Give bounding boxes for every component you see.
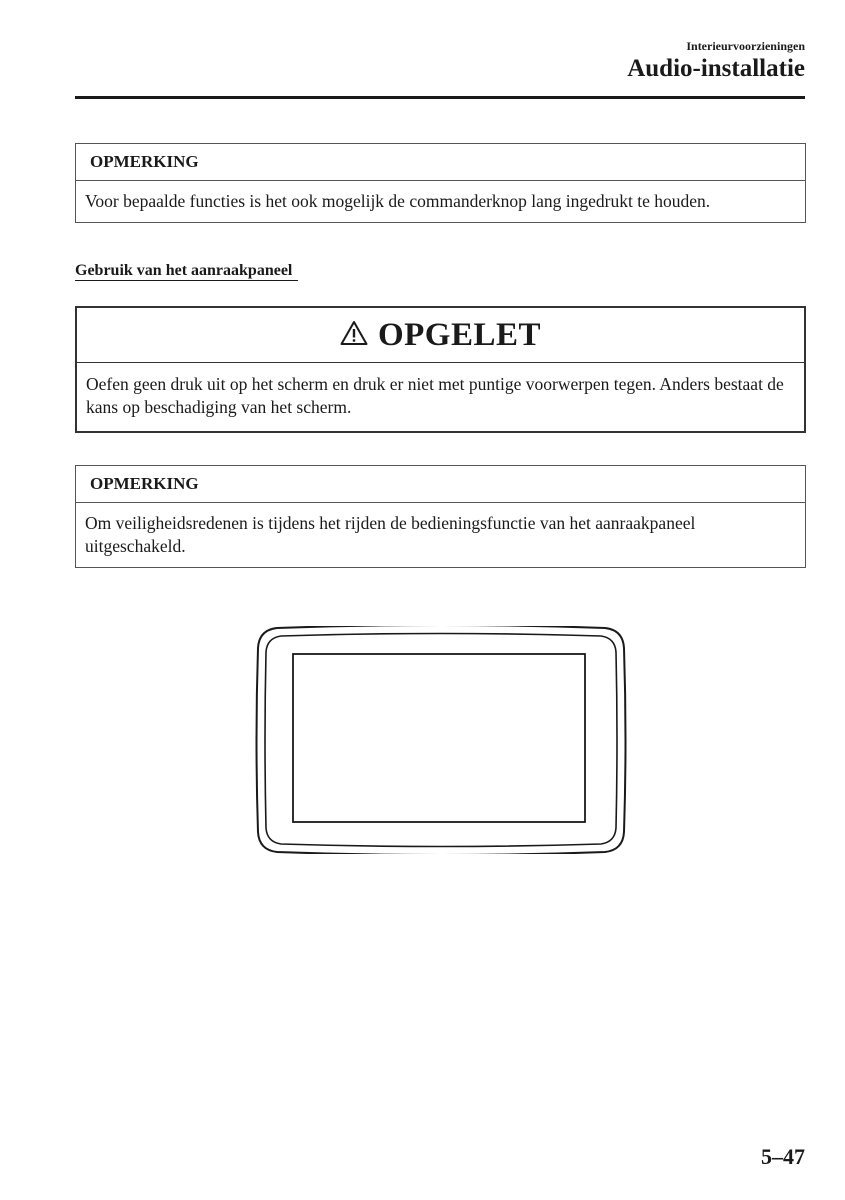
caution-box	[75, 306, 806, 433]
note-body: Voor bepaalde functies is het ook mogelijk de commanderknop lang ingedrukt te houden.	[85, 191, 711, 211]
warning-triangle-icon	[340, 320, 368, 351]
caution-title: OPGELET	[377, 316, 542, 353]
note-title: OPMERKING	[76, 144, 805, 181]
section-label: Interieurvoorzieningen	[686, 39, 805, 53]
note-box-touchpanel	[75, 465, 806, 568]
caution-body: Oefen geen druk uit op het scherm en druk er niet met puntige voorwerpen tegen. Anders bestaat de kans op beschadiging van het scherm.	[86, 374, 784, 417]
note-box-commander	[75, 143, 806, 223]
page-title: Audio-installatie	[627, 55, 805, 82]
caution-header	[77, 308, 804, 363]
note-body: Om veiligheidsredenen is tijdens het rijden de bedieningsfunctie van het aanraakpaneel uitgeschakeld.	[85, 513, 696, 556]
header-divider	[75, 96, 805, 99]
page-header	[627, 38, 805, 84]
note-title: OPMERKING	[76, 466, 805, 503]
page-number: 5–47	[761, 1144, 805, 1169]
touchscreen-display-icon	[255, 626, 627, 859]
section-subheading: Gebruik van het aanraakpaneel	[75, 262, 298, 281]
